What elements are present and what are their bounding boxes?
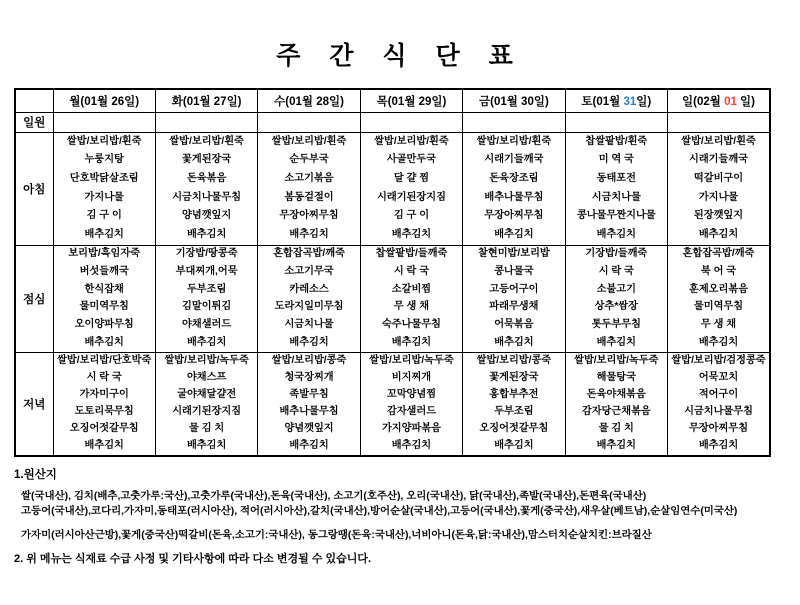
menu-item: 시금치나물	[591, 191, 641, 203]
menu-item: 쌀밥/보리밥/흰죽	[374, 135, 449, 147]
weekly-menu-page	[0, 36, 800, 605]
menu-item: 김말이튀김	[182, 301, 232, 313]
menu-cell	[53, 245, 155, 352]
menu-item: 한식잡채	[84, 283, 124, 295]
menu-item: 가지나물	[84, 191, 124, 203]
menu-item: 어묵볶음	[494, 318, 534, 330]
menu-item: 야채샐러드	[182, 318, 232, 330]
menu-item: 시래기들깨국	[484, 154, 544, 166]
menu-item: 쌀밥/보리밥/흰죽	[476, 135, 552, 147]
day-header-5	[565, 89, 667, 112]
menu-item: 무장아찌무침	[484, 210, 544, 222]
menu-item: 배추김치	[186, 439, 227, 451]
row-label: 일원	[15, 112, 53, 132]
menu-item: 시금치나물	[284, 318, 334, 330]
menu-item: 배추김치	[84, 439, 124, 451]
menu-item: 된장깻잎지	[693, 210, 744, 222]
meal-row-1	[15, 132, 770, 245]
menu-cell	[668, 245, 770, 352]
menu-item: 배추김치	[391, 439, 432, 451]
day-header-0	[53, 89, 155, 112]
origin-line: 쌀(국내산), 김치(배추,고춧가루:국산),고춧가루(국내산),돈육(국내산), 소고기(호주산), 오리(국내산), 닭(국내산),족발(국내산),돈편육(국내산)	[21, 490, 647, 502]
menu-item: 야채스프	[186, 371, 227, 383]
menu-item: 보리밥/흑임자죽	[68, 248, 141, 260]
change-notice: 2. 위 메뉴는 식재료 수급 사정 및 기타사항에 따라 다소 변경될 수 있습니다.	[14, 552, 372, 565]
menu-item: 무 생 채	[700, 318, 737, 330]
menu-item: 가자미구이	[79, 388, 129, 400]
menu-cell	[53, 112, 155, 132]
menu-item: 시 락 국	[393, 265, 430, 277]
menu-item: 청국장찌개	[284, 371, 334, 383]
menu-cell	[53, 132, 155, 245]
menu-item: 비지찌개	[391, 371, 432, 383]
menu-item: 파래무생채	[489, 301, 539, 313]
menu-item: 소고기무국	[284, 265, 334, 277]
menu-item: 가지양파볶음	[381, 422, 441, 434]
menu-item: 쌀밥/보리밥/녹두죽	[164, 354, 249, 366]
menu-cell	[463, 245, 565, 352]
menu-item: 고등어구이	[489, 283, 539, 295]
menu-item: 두부조림	[494, 405, 534, 417]
page-title: 주 간 식 단 표	[276, 42, 524, 70]
menu-item: 배추나물무침	[279, 405, 339, 417]
day-header-1	[155, 89, 257, 112]
menu-item: 혼합잡곡밥/깨죽	[682, 248, 755, 260]
day-label: 화(01월 27일)	[171, 95, 242, 108]
menu-item: 쌀밥/보리밥/흰죽	[681, 135, 756, 147]
menu-item: 쌀밥/보리밥/콩죽	[476, 354, 552, 366]
menu-item: 소고기볶음	[284, 173, 334, 185]
menu-item: 꽃게된장국	[182, 154, 232, 166]
menu-item: 무장아찌무침	[279, 210, 339, 222]
menu-cell	[258, 245, 360, 352]
day-date-highlight: 01	[724, 95, 737, 108]
menu-item: 톳두부무침	[591, 318, 641, 330]
menu-item: 찹쌀팥밥/흰죽	[585, 135, 648, 147]
menu-cell	[463, 112, 565, 132]
menu-item: 숙주나물무침	[381, 318, 441, 330]
menu-item: 떡갈비구이	[693, 173, 744, 185]
menu-item: 찰현미밥/보리밥	[478, 248, 550, 260]
menu-item: 김 구 이	[393, 210, 430, 222]
meal-row-3	[15, 352, 770, 456]
day-label: 목(01월 29일)	[376, 95, 447, 108]
row-label: 점심	[15, 245, 53, 352]
menu-item: 돈육장조림	[489, 173, 539, 185]
menu-item: 배추김치	[596, 336, 636, 348]
day-header-6	[668, 89, 770, 112]
menu-table	[14, 88, 771, 457]
menu-item: 배추김치	[596, 229, 636, 240]
menu-item: 시래기들깨국	[688, 154, 749, 166]
menu-item: 배추김치	[186, 336, 227, 348]
menu-item: 돈육야채볶음	[586, 388, 646, 400]
menu-cell	[565, 132, 667, 245]
menu-item: 돈육볶음	[186, 173, 227, 185]
row-label: 아침	[15, 132, 53, 245]
menu-item: 배추김치	[494, 439, 534, 451]
menu-item: 배추나물무침	[484, 191, 544, 203]
menu-item: 쌀밥/보리밥/흰죽	[169, 135, 244, 147]
menu-item: 쌀밥/보리밥/검정콩죽	[671, 354, 766, 366]
menu-item: 배추김치	[84, 336, 124, 348]
menu-item: 버섯들깨국	[79, 265, 129, 277]
menu-item: 부대찌개,어묵	[175, 265, 238, 277]
menu-cell	[360, 352, 462, 456]
menu-item: 배추김치	[186, 229, 227, 240]
menu-item: 족발무침	[289, 388, 329, 400]
menu-item: 무 생 채	[393, 301, 430, 313]
menu-cell	[258, 112, 360, 132]
menu-item: 동태포전	[596, 173, 636, 185]
menu-cell	[668, 132, 770, 245]
menu-item: 양념깻잎지	[182, 210, 232, 222]
menu-item: 오징어젓갈무침	[69, 422, 139, 434]
menu-item: 두부조림	[186, 283, 227, 295]
menu-item: 오이양파무침	[74, 318, 134, 330]
menu-cell	[258, 132, 360, 245]
day-label: 수(01월 28일)	[274, 95, 344, 108]
origin-line: 가자미(러시아산근방),꽃게(중국산)떡갈비(돈육,소고기:국내산), 동그랑땡(돈육:국내산),너비아니(돈육,닭:국내산),맘스터치순살치킨:브라질산	[21, 529, 652, 541]
menu-item: 혼합잡곡밥/깨죽	[273, 248, 345, 260]
menu-cell	[258, 352, 360, 456]
footnotes	[14, 466, 800, 566]
menu-cell	[565, 352, 667, 456]
menu-cell	[155, 112, 257, 132]
menu-item: 쌀밥/보리밥/녹두죽	[369, 354, 454, 366]
menu-item: 배추김치	[494, 229, 534, 240]
menu-item: 미 역 국	[598, 154, 634, 166]
menu-cell	[463, 132, 565, 245]
menu-item: 배추김치	[289, 439, 329, 451]
day-label-suffix: 일)	[736, 95, 755, 108]
menu-item: 쌀밥/보리밥/흰죽	[271, 135, 347, 147]
menu-item: 시금치나물무침	[684, 405, 753, 417]
menu-item: 오징어젓갈무침	[479, 422, 549, 434]
menu-item: 가지나물	[698, 191, 739, 203]
menu-item: 물미역무침	[79, 301, 129, 313]
origin-line: 고등어(국내산),코다리,가자미,동태포(러시아산), 적어(러시아산),갈치(국내산),방어순살(국내산),고등어(국내산),꽃게(중국산),새우살(베트남),순살임연수(미국산)	[21, 505, 738, 517]
menu-item: 배추김치	[289, 336, 329, 348]
menu-item: 굴야채달걀전	[177, 388, 237, 400]
menu-item: 양념깻잎지	[284, 422, 334, 434]
menu-item: 시 락 국	[86, 371, 122, 383]
menu-cell	[53, 352, 155, 456]
menu-item: 배추김치	[698, 336, 739, 348]
menu-item: 쌀밥/보리밥/단호박죽	[57, 354, 152, 366]
menu-item: 콩나물국	[494, 265, 534, 277]
day-label: 일(02월	[682, 95, 725, 108]
menu-item: 시 락 국	[598, 265, 634, 277]
menu-item: 쌀밥/보리밥/녹두죽	[574, 354, 659, 366]
day-date-highlight: 31	[623, 95, 637, 108]
day-header-3	[360, 89, 462, 112]
menu-item: 소불고기	[596, 283, 636, 295]
menu-cell	[668, 112, 770, 132]
menu-item: 쌀밥/보리밥/콩죽	[271, 354, 347, 366]
menu-item: 사골만두국	[386, 154, 437, 166]
menu-item: 도토리묵무침	[74, 405, 134, 417]
menu-item: 무장아찌무침	[688, 422, 749, 434]
menu-item: 훈제오리볶음	[688, 283, 749, 295]
menu-cell	[360, 132, 462, 245]
menu-item: 해물탕국	[596, 371, 636, 383]
menu-item: 홍합부추전	[489, 388, 539, 400]
menu-cell	[155, 245, 257, 352]
menu-item: 물 김 치	[598, 422, 634, 434]
day-label: 금(01월 30일)	[479, 95, 549, 108]
corner-cell	[15, 89, 53, 112]
menu-item: 도라지일미무침	[274, 301, 344, 313]
day-label: 토(01월	[581, 95, 624, 108]
menu-item: 배추김치	[698, 229, 739, 240]
menu-item: 물미역무침	[693, 301, 744, 313]
menu-item: 꼬막양념찜	[386, 388, 437, 400]
menu-item: 기장밥/들깨죽	[585, 248, 648, 260]
menu-item: 콩나물무짠지나물	[576, 210, 656, 222]
menu-item: 시래기된장지짐	[172, 405, 242, 417]
header-row	[15, 89, 770, 112]
menu-item: 배추김치	[289, 229, 329, 240]
menu-cell	[155, 132, 257, 245]
menu-item: 배추김치	[698, 439, 739, 451]
menu-item: 카레소스	[289, 283, 329, 295]
menu-item: 순두부국	[289, 154, 329, 166]
menu-cell	[360, 245, 462, 352]
menu-item: 물 김 치	[189, 422, 225, 434]
menu-item: 배추김치	[391, 336, 432, 348]
menu-cell	[463, 352, 565, 456]
origin-heading: 1.원산지	[14, 468, 57, 481]
menu-item: 소갈비찜	[391, 283, 432, 295]
menu-item: 찹쌀팥밥/들깨죽	[375, 248, 448, 260]
menu-item: 어묵꼬치	[698, 371, 739, 383]
menu-item: 달 걀 찜	[393, 173, 430, 185]
day-label: 월(01월 26일)	[69, 95, 140, 108]
menu-item: 적어구이	[698, 388, 739, 400]
menu-item: 북 어 국	[700, 265, 737, 277]
menu-cell	[668, 352, 770, 456]
menu-item: 시래기된장지짐	[377, 191, 446, 203]
menu-item: 시금치나물무침	[172, 191, 242, 203]
menu-cell	[565, 245, 667, 352]
menu-item: 김 구 이	[86, 210, 122, 222]
day-header-4	[463, 89, 565, 112]
meal-row-0	[15, 112, 770, 132]
menu-item: 기장밥/땅콩죽	[175, 248, 238, 260]
menu-cell	[565, 112, 667, 132]
menu-item: 단호박닭살조림	[69, 173, 139, 185]
menu-item: 배추김치	[494, 336, 534, 348]
row-label: 저녁	[15, 352, 53, 456]
menu-cell	[155, 352, 257, 456]
menu-item: 감자샐러드	[386, 405, 437, 417]
day-header-2	[258, 89, 360, 112]
menu-item: 배추김치	[84, 229, 124, 240]
menu-item: 꽃게된장국	[489, 371, 539, 383]
menu-item: 감자당근채볶음	[581, 405, 651, 417]
menu-cell	[360, 112, 462, 132]
menu-item: 배추김치	[391, 229, 432, 240]
menu-item: 봄동겉절이	[284, 191, 334, 203]
menu-item: 상추*쌈장	[594, 301, 638, 313]
menu-item: 쌀밥/보리밥/흰죽	[66, 135, 142, 147]
menu-item: 배추김치	[596, 439, 636, 451]
day-label-suffix: 일)	[636, 95, 652, 108]
menu-item: 누룽지탕	[84, 154, 124, 166]
meal-row-2	[15, 245, 770, 352]
